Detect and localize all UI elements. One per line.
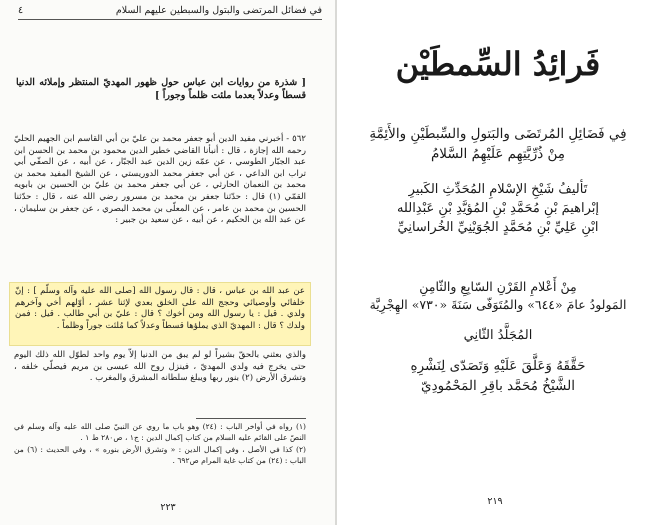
author-block <box>367 180 629 237</box>
hadith-chain-paragraph <box>14 134 306 227</box>
highlighted-passage <box>9 282 311 346</box>
book-title: فَرائِدُ السِّمطَيْن <box>395 45 601 83</box>
footnote-2: (٢) كذا في الأصل ، وفي إكمال الدين : « وتشرق الأرض بنوره » ، وفي الحديث : (٦) من الباب : (٢٤) من كتاب غاية المرام ص٦٩٢ . <box>14 445 306 465</box>
volume-label: المُجَلَّدُ الثّانِي <box>463 328 533 343</box>
continuation-paragraph <box>14 350 306 385</box>
paragraph-text: والذي بعثني بالحقّ بشيراً لو لم يبق من الدنيا إلاّ يوم واحد لطوّل الله ذلك اليوم حتى يخرج فيه ولدي المهديّ ، فينزل روح الله عيسى بن مريم فيصلّي خلفه ، وتشرق الأرض (٢) بنور ربها ويبلغ سلطانه المشرق والمغرب . <box>14 350 306 384</box>
paragraph-text: ٥٦٢ - أخبرني مفيد الدين أبو جعفر محمد بن عليّ بن أبي القاسم ابن الجهيم الحليّ رحمه الله إجازة ، قال : أنبأنا القاضي خطير الدين محمود بن محمد بن الحسن ابن عبد الجبّار الطوسي ، عن عمّه زين الدين عبد الجبّار ، عن أبيه ، عن الصفّي أبي تراب ابن الداعي ، عن أبي جعفر محمد الدوريستي ، عن الشيخ المفيد محمد بن محمد بن النعمان الحارثي ، عن أبي جعفر محمد بن عليّ بن الحسين بن بابويه القمّي (١) قال : حدّثنا جعفر بن محمد بن مسرور رضي الله عنه ، قال : حدّثنا الحسين بن محمد بن عامر ، عن المعلّى بن محمد البصري ، عن جعفر بن سليمان ، عن عبد الله بن الحكيم ، عن أبيه ، عن سعيد بن جبير : <box>14 134 306 226</box>
header-rule <box>18 19 322 20</box>
page-number: ٢٢٣ <box>160 502 176 513</box>
highlighted-text: عن عبد الله بن عباس ، قال : قال رسول الله [صلى الله عليه وآله وسلّم ] : إنّ خلفائي وأوصيائي وحجج الله على الخلق بعدي لإثنا عشر ، أوّلهم أخي وآخرهم ولدي . قيل : يا رسول الله ومن أخوك ؟ قال : عليّ بن أبي طالب . قيل : فمن ولدك ؟ قال : المهديّ الذي يملؤها قسطاً وعدلاً كما مُلئت جوراً وظلماً . <box>15 286 305 331</box>
section-heading: [ شذرة من روايات ابن عباس حول ظهور المهديّ المنتظر وإملائه الدنيا قسطاً وعدلاً بعدما ملئت ظلماً وجوراً ] <box>16 77 306 101</box>
footnote-1: (١) رواه في أواخر الباب : (٢٤) وهو باب ما روي عن النبيّ صلى الله عليه وآله وسلم في النصّ على القائم عليه السلام من كتاب إكمال الدين : ج١ ، ص٢٨٠ ط ١ . <box>14 422 306 442</box>
footnote-rule <box>196 418 306 419</box>
footnotes <box>14 422 306 466</box>
header-page-number: ٤ <box>18 5 24 16</box>
header-title: في فضائل المرتضى والبتول والسبطين عليهم السلام <box>115 5 322 16</box>
editor-block <box>367 356 629 396</box>
era-line-2: المَولودُ عامَ «٦٤٤» والمُتَوَفّى سَنَةَ «٧٣٠» الهِجْرِيَّة <box>369 297 627 312</box>
author-line-3: ابْنِ عَلِيِّ بْنِ مُحَمَّدٍ الجُوَيْنِيِّ الخُراسانِيِّ <box>397 220 599 235</box>
subtitle-line-2: مِنْ ذُرِّيَّتِهِم عَلَيْهِمُ السَّلامُ <box>430 146 566 162</box>
era-line-1: مِنْ أَعْلامِ القَرْنِ السّابِعِ والثّامِنِ <box>419 279 577 294</box>
right-page <box>337 0 653 525</box>
subtitle-line-1: فِي فَضَائِلِ المُرتَضَى والبَتولِ والسِّبطَيْنِ والأَئِمَّةِ <box>369 126 627 142</box>
page-number: ٢١٩ <box>487 496 503 507</box>
book-subtitle <box>367 124 629 164</box>
author-line-2: إبْراهيمَ بْنِ مُحَمَّدِ بْنِ المُؤيَّدِ بْنِ عَبْدِالله <box>396 201 600 216</box>
editor-line-1: حَقَّقَهُ وَعَلَّقَ عَلَيْهِ وَتَصَدّى لِنَشْرِهِ <box>410 358 586 374</box>
editor-line-2: الشَّيْخُ مُحَمَّد باقِرِ المَحْمُودِيّ <box>421 378 575 394</box>
author-line-1: تَأليفُ شَيْخِ الإسْلامِ المُحَدِّثِ الكَبيرِ <box>408 182 588 197</box>
